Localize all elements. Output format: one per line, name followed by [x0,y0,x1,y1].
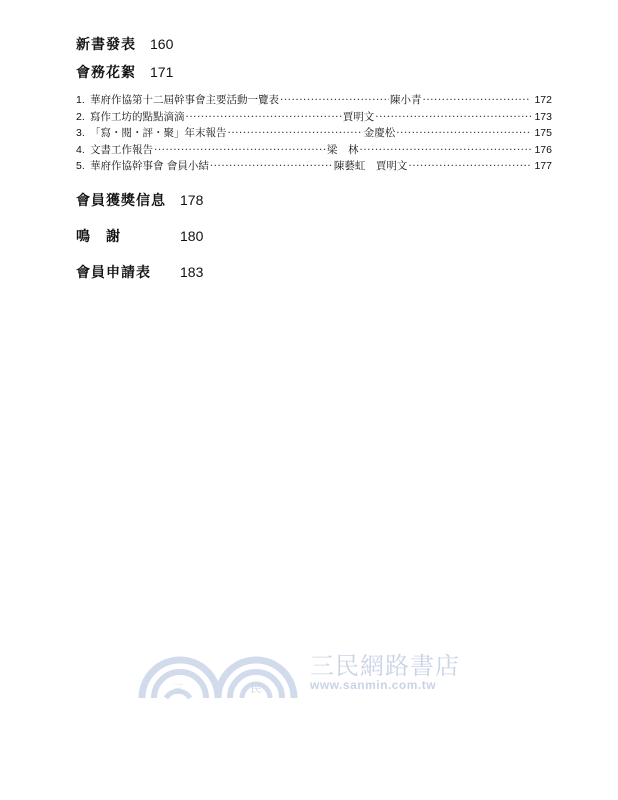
toc-item [76,109,552,126]
section-heading-acknowledgements [76,226,203,246]
toc-item-number: 5. [76,160,85,172]
section-title: 會務花絮 [76,65,136,81]
toc-item-author: 陳小青 [389,94,422,106]
toc-item-page: 172 [534,94,552,106]
toc-leader-dots [210,160,333,172]
toc-item-number: 1. [76,94,85,106]
watermark-left-char: 三 [172,682,184,695]
section-heading-membership-form [76,262,203,282]
section-page-number: 178 [180,192,204,208]
section-heading-member-awards [76,190,203,210]
toc-leader-dots [396,127,531,139]
toc-item-number: 3. [76,127,85,139]
watermark-right-char: 民 [250,682,262,695]
section-page-number: 180 [180,228,204,244]
toc-list [76,92,552,175]
section-page-number: 183 [180,264,204,280]
toc-leader-dots [375,111,531,123]
toc-leader-dots [228,127,363,139]
toc-leader-dots [359,144,531,156]
toc-item-author: 賈明文 [342,110,375,123]
section-page-number: 160 [150,36,174,52]
toc-item-author: 陳藝虹 賈明文 [333,160,408,172]
toc-leader-dots [422,94,531,106]
toc-item-number: 2. [76,110,85,123]
toc-item-title: 文書工作報告 [90,143,153,156]
section-title: 會員申請表 [76,265,151,281]
toc-item-title: 「寫・閱・評・聚」年末報告 [90,127,227,139]
toc-item-page: 175 [534,127,552,139]
toc-item [76,92,552,109]
toc-item-number: 4. [76,143,85,156]
section-page-number: 171 [150,64,174,80]
section-title: 會員獲獎信息 [76,193,166,209]
watermark-brand-name: 三民網路書店 [310,652,460,680]
section-title: 鳴 謝 [76,229,121,245]
toc-item [76,158,552,175]
toc-item-title: 華府作協幹事會 會員小結 [90,160,209,172]
toc-item [76,125,552,142]
toc-item-title: 寫作工坊的點點滴滴 [90,110,185,123]
toc-item-page: 176 [534,143,552,156]
watermark-url: www.sanmin.com.tw [310,678,437,692]
toc-item-title: 華府作協第十二屆幹事會主要活動一覽表 [90,94,279,106]
toc-item-author: 金慶松 [363,127,396,139]
toc-item-author: 梁 林 [326,143,359,156]
toc-leader-dots [280,94,389,106]
toc-item [76,142,552,159]
section-title: 新書發表 [76,37,136,53]
section-heading-new-books [76,34,173,54]
toc-item-page: 177 [534,160,552,172]
section-heading-association-news [76,62,173,82]
toc-leader-dots [186,111,342,123]
rainbow-arcs-logo-icon [138,640,298,700]
toc-leader-dots [154,144,326,156]
sanmin-watermark [138,640,488,700]
toc-leader-dots [408,160,531,172]
toc-item-page: 173 [534,110,552,123]
